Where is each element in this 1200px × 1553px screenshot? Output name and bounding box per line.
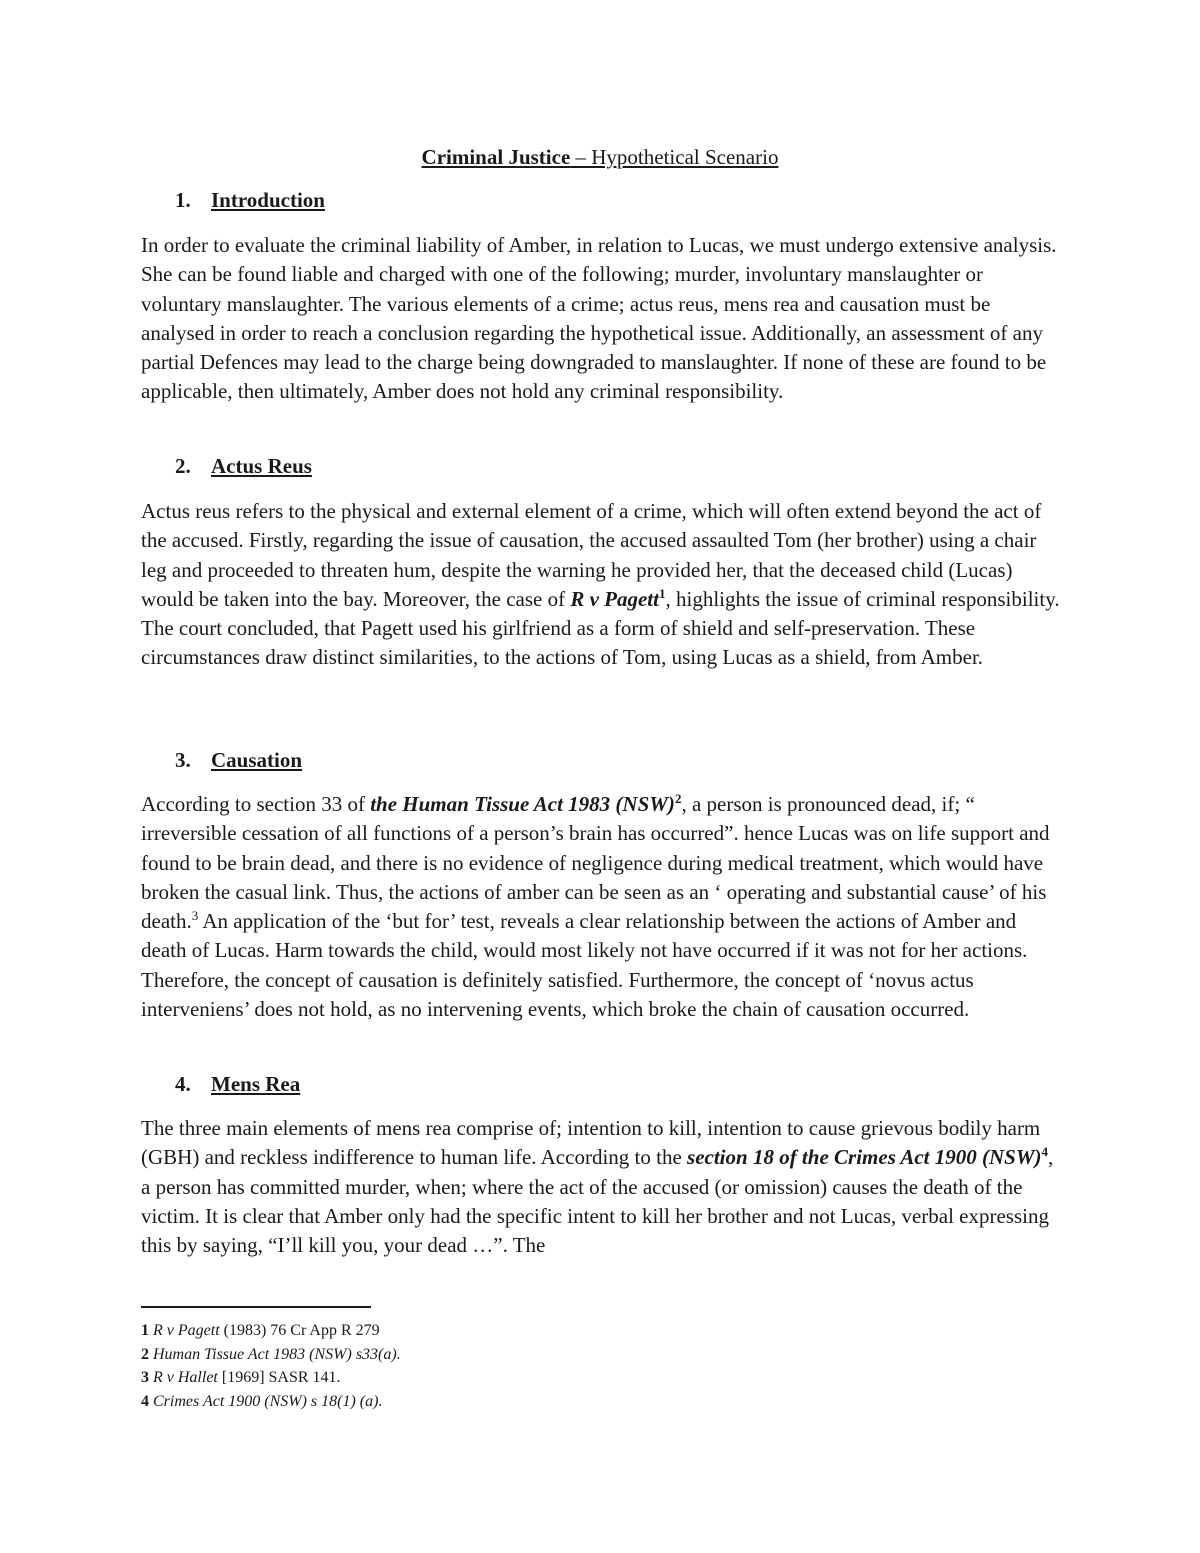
mens-rea-paragraph xyxy=(141,1114,1066,1260)
footnote-ref: 2 xyxy=(674,791,682,806)
footnote xyxy=(141,1343,1041,1367)
section-title: Actus Reus xyxy=(211,454,312,478)
section-heading-introduction xyxy=(175,186,325,214)
title-bold: Criminal Justice xyxy=(421,145,571,169)
footnote-citation: Human Tissue Act 1983 (NSW) s33(a). xyxy=(153,1345,401,1363)
paragraph-text: Actus reus refers to the physical and external element of a crime, which will often extend beyond the act of the accused. Firstly, regarding the issue of causation, the accused assaulted Tom (her brother) using a chair leg and proceeded to threaten hum, despite the warning he provided her, that the deceased child (Lucas) would be taken into the bay. Moreover, the case of xyxy=(141,499,1042,611)
footnote-citation: R v Hallet xyxy=(153,1369,218,1386)
document-title xyxy=(0,143,1200,171)
paragraph-text: An application of the ‘but for’ test, reveals a clear relationship between the actions of Amber and death of Lucas. Harm towards the child, would most likely not have occurred if it was not for her actions. Therefore, the concept of causation is definitely satisfied. Furthermore, the concept of ‘novus actus interveniens’ does not hold, as no intervening events, which broke the chain of causation occurred. xyxy=(141,909,1028,1022)
section-heading-causation xyxy=(175,746,302,774)
footnote-citation: R v Pagett xyxy=(153,1322,220,1339)
title-rest: – Hypothetical Scenario xyxy=(570,145,779,169)
footnote-number: 3 xyxy=(141,1369,149,1386)
footnote-number: 2 xyxy=(141,1345,149,1363)
footnote-separator xyxy=(141,1306,371,1308)
paragraph-text: , a person is pronounced dead, if; “ irreversible cessation of all functions of a person’s brain has occurred”. hence Lucas was on life support and found to be brain dead, and there is no evidence of negligence during medical treatment, which would have broken the casual link. Thus, the actions of amber can be seen as an ‘ operating and substantial cause’ of his death. xyxy=(141,792,1050,934)
causation-paragraph xyxy=(141,790,1066,1024)
paragraph-text: According to section 33 of xyxy=(141,792,371,816)
footnote xyxy=(141,1390,1041,1414)
footnotes xyxy=(141,1319,1041,1413)
section-number: 1. xyxy=(175,188,191,212)
footnote-ref: 1 xyxy=(658,585,666,601)
section-title: Introduction xyxy=(211,188,325,212)
paragraph-text: , highlights the issue of criminal responsibility. The court concluded, that Pagett used his girlfriend as a form of shield and self-preservation. These circumstances draw distinct similarities, to the actions of Tom, using Lucas as a shield, from Amber. xyxy=(141,586,1060,670)
section-number: 2. xyxy=(175,454,191,478)
section-heading-mens-rea xyxy=(175,1070,300,1098)
actus-reus-paragraph xyxy=(141,497,1066,673)
paragraph-text: The three main elements of mens rea comprise of; intention to kill, intention to cause grievous bodily harm (GBH) and reckless indifference to human life. According to the xyxy=(141,1116,1041,1170)
footnote-number: 1 xyxy=(141,1322,149,1339)
footnote-text: (1983) 76 Cr App R 279 xyxy=(219,1322,380,1339)
act-citation: the Human Tissue Act 1983 (NSW) xyxy=(370,792,675,816)
section-number: 3. xyxy=(175,748,191,772)
footnote-ref: 3 xyxy=(191,908,199,924)
case-citation: R v Pagett xyxy=(570,586,659,611)
footnote-text: [1969] SASR 141. xyxy=(217,1369,341,1386)
section-heading-actus-reus xyxy=(175,452,312,480)
section-title: Mens Rea xyxy=(211,1072,301,1096)
footnote-ref: 4 xyxy=(1041,1144,1048,1160)
section-title: Causation xyxy=(211,748,303,772)
introduction-paragraph: In order to evaluate the criminal liability of Amber, in relation to Lucas, we must undergo extensive analysis. She can be found liable and charged with one of the following; murder, involuntary manslaughter or voluntary manslaughter. The various elements of a crime; actus reus, mens rea and causation must be analysed in order to reach a conclusion regarding the hypothetical issue. Additionally, an assessment of any partial Defences may lead to the charge being downgraded to manslaughter. If none of these are found to be applicable, then ultimately, Amber does not hold any criminal responsibility. xyxy=(141,233,1057,404)
footnote xyxy=(141,1319,1041,1343)
paragraph-text: , a person has committed murder, when; where the act of the accused (or omission) causes the death of the victim. It is clear that Amber only had the specific intent to kill her brother and not Lucas, verbal expressing this by saying, “I’ll kill you, your dead …”. The xyxy=(141,1145,1054,1258)
footnote-citation: Crimes Act 1900 (NSW) s 18(1) (a). xyxy=(153,1392,383,1410)
footnote xyxy=(141,1366,1041,1390)
section-number: 4. xyxy=(175,1072,191,1096)
act-citation: section 18 of the Crimes Act 1900 (NSW) xyxy=(687,1145,1042,1170)
footnote-number: 4 xyxy=(141,1392,149,1410)
